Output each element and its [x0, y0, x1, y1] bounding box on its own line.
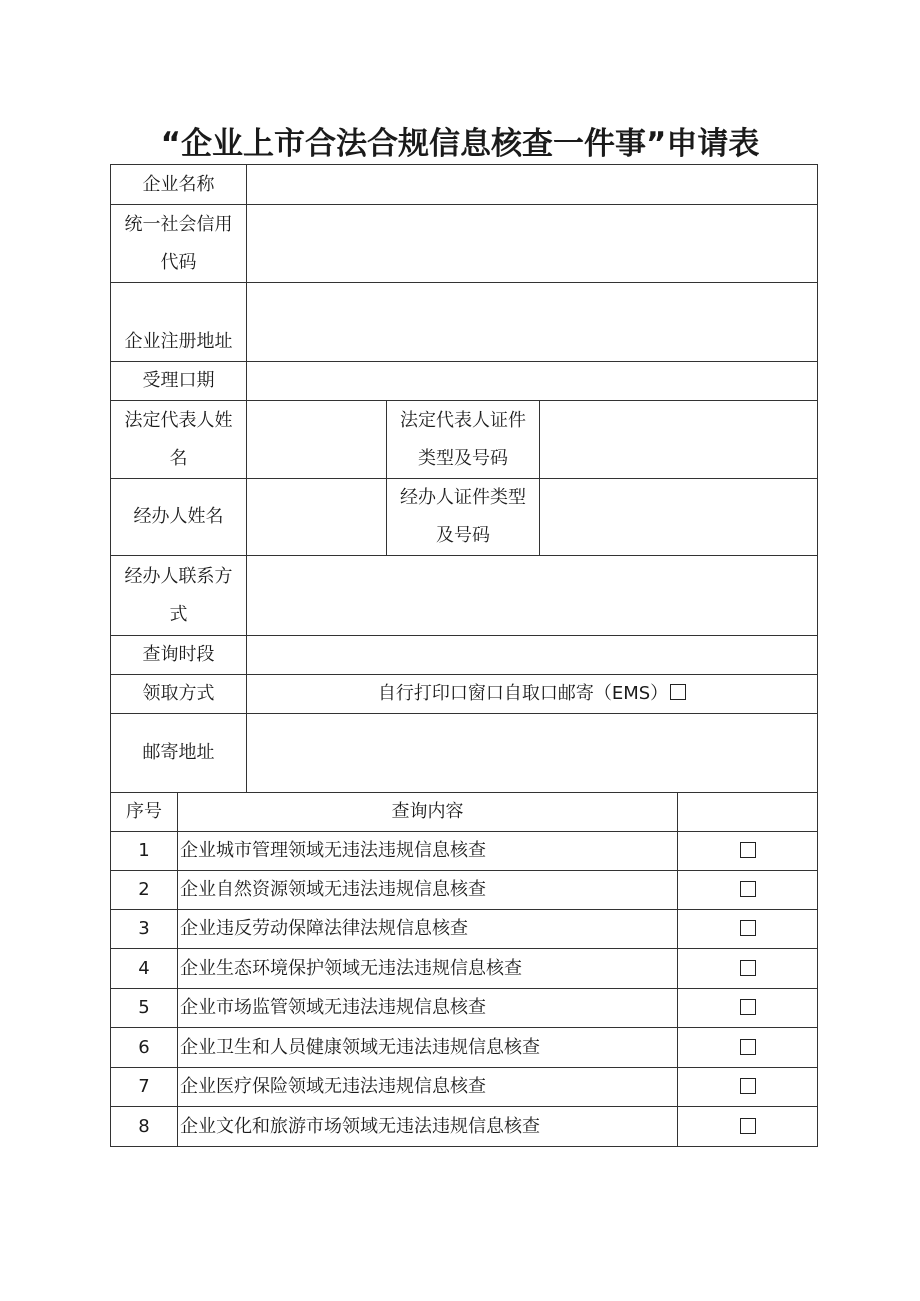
query-period-label: 查询时段 — [111, 636, 247, 675]
company-name-label: 企业名称 — [111, 165, 247, 205]
row-checkbox[interactable] — [740, 999, 756, 1015]
ems-checkbox[interactable] — [670, 684, 686, 700]
col-header-no: 序号 — [111, 793, 178, 832]
row-no: 1 — [111, 832, 178, 871]
reg-address-field[interactable] — [247, 283, 818, 362]
agent-id-field[interactable] — [540, 479, 818, 556]
row-no: 7 — [111, 1068, 178, 1107]
row-check-cell — [678, 1107, 818, 1147]
row-content: 企业自然资源领域无违法违规信息核查 — [178, 871, 678, 910]
pickup-method-label: 领取方式 — [111, 675, 247, 714]
legal-rep-label-line2: 名 — [169, 447, 188, 469]
legal-rep-id-field[interactable] — [540, 401, 818, 479]
table-row — [111, 949, 818, 989]
legal-rep-id-label-line1: 法定代表人证件 — [400, 409, 526, 431]
row-checkbox[interactable] — [740, 842, 756, 858]
table-row — [111, 910, 818, 949]
row-check-cell — [678, 910, 818, 949]
row-no: 8 — [111, 1107, 178, 1147]
query-period-field[interactable] — [247, 636, 818, 675]
col-header-content: 查询内容 — [178, 793, 678, 832]
row-no: 2 — [111, 871, 178, 910]
credit-code-label — [111, 205, 247, 283]
agent-contact-label — [111, 556, 247, 636]
agent-contact-label-line1: 经办人联系方 — [124, 565, 233, 587]
accept-date-label: 受理口期 — [111, 362, 247, 401]
row-checkbox[interactable] — [740, 960, 756, 976]
agent-name-field[interactable] — [247, 479, 387, 556]
row-check-cell — [678, 871, 818, 910]
legal-rep-field[interactable] — [247, 401, 387, 479]
legal-rep-id-label-line2: 类型及号码 — [418, 447, 508, 469]
row-content: 企业卫生和人员健康领域无违法违规信息核查 — [178, 1028, 678, 1068]
row-content: 企业医疗保险领域无违法违规信息核查 — [178, 1068, 678, 1107]
row-checkbox[interactable] — [740, 1039, 756, 1055]
table-row — [111, 1028, 818, 1068]
row-content: 企业文化和旅游市场领域无违法违规信息核查 — [178, 1107, 678, 1147]
row-content: 企业市场监管领域无违法违规信息核查 — [178, 989, 678, 1028]
row-check-cell — [678, 1068, 818, 1107]
agent-id-label-line1: 经办人证件类型 — [400, 487, 526, 508]
row-no: 5 — [111, 989, 178, 1028]
row-content: 企业生态环境保护领域无违法违规信息核查 — [178, 949, 678, 989]
col-header-check — [678, 793, 818, 832]
row-check-cell — [678, 949, 818, 989]
table-row — [111, 871, 818, 910]
row-content: 企业违反劳动保障法律法规信息核查 — [178, 910, 678, 949]
row-no: 3 — [111, 910, 178, 949]
reg-address-label: 企业注册地址 — [111, 283, 247, 362]
agent-name-label: 经办人姓名 — [111, 479, 247, 556]
row-content: 企业城市管理领域无违法违规信息核查 — [178, 832, 678, 871]
pickup-method-options — [247, 675, 818, 714]
row-check-cell — [678, 1028, 818, 1068]
application-form — [110, 164, 818, 1147]
agent-contact-field[interactable] — [247, 556, 818, 636]
credit-code-label-line1: 统一社会信用 — [124, 213, 233, 235]
row-checkbox[interactable] — [740, 920, 756, 936]
row-no: 6 — [111, 1028, 178, 1068]
row-no: 4 — [111, 949, 178, 989]
row-checkbox[interactable] — [740, 1118, 756, 1134]
page-title: “企业上市合法合规信息核查一件事”申请表 — [160, 126, 760, 162]
credit-code-field[interactable] — [247, 205, 818, 283]
legal-rep-label — [111, 401, 247, 479]
accept-date-field[interactable] — [247, 362, 818, 401]
row-check-cell — [678, 989, 818, 1028]
mail-address-label: 邮寄地址 — [111, 714, 247, 793]
mail-address-field[interactable] — [247, 714, 818, 793]
table-row — [111, 832, 818, 871]
table-row — [111, 1068, 818, 1107]
legal-rep-id-label — [387, 401, 540, 479]
row-checkbox[interactable] — [740, 1078, 756, 1094]
company-name-field[interactable] — [247, 165, 818, 205]
row-check-cell — [678, 832, 818, 871]
credit-code-label-line2: 代码 — [160, 251, 197, 273]
agent-contact-label-line2: 式 — [169, 603, 188, 625]
pickup-options-text: 自行打印口窗口自取口邮寄（EMS） — [377, 683, 669, 704]
row-checkbox[interactable] — [740, 881, 756, 897]
legal-rep-label-line1: 法定代表人姓 — [124, 409, 233, 431]
table-row — [111, 1107, 818, 1147]
table-row — [111, 989, 818, 1028]
agent-id-label-line2: 及号码 — [436, 525, 490, 546]
agent-id-label — [387, 479, 540, 556]
